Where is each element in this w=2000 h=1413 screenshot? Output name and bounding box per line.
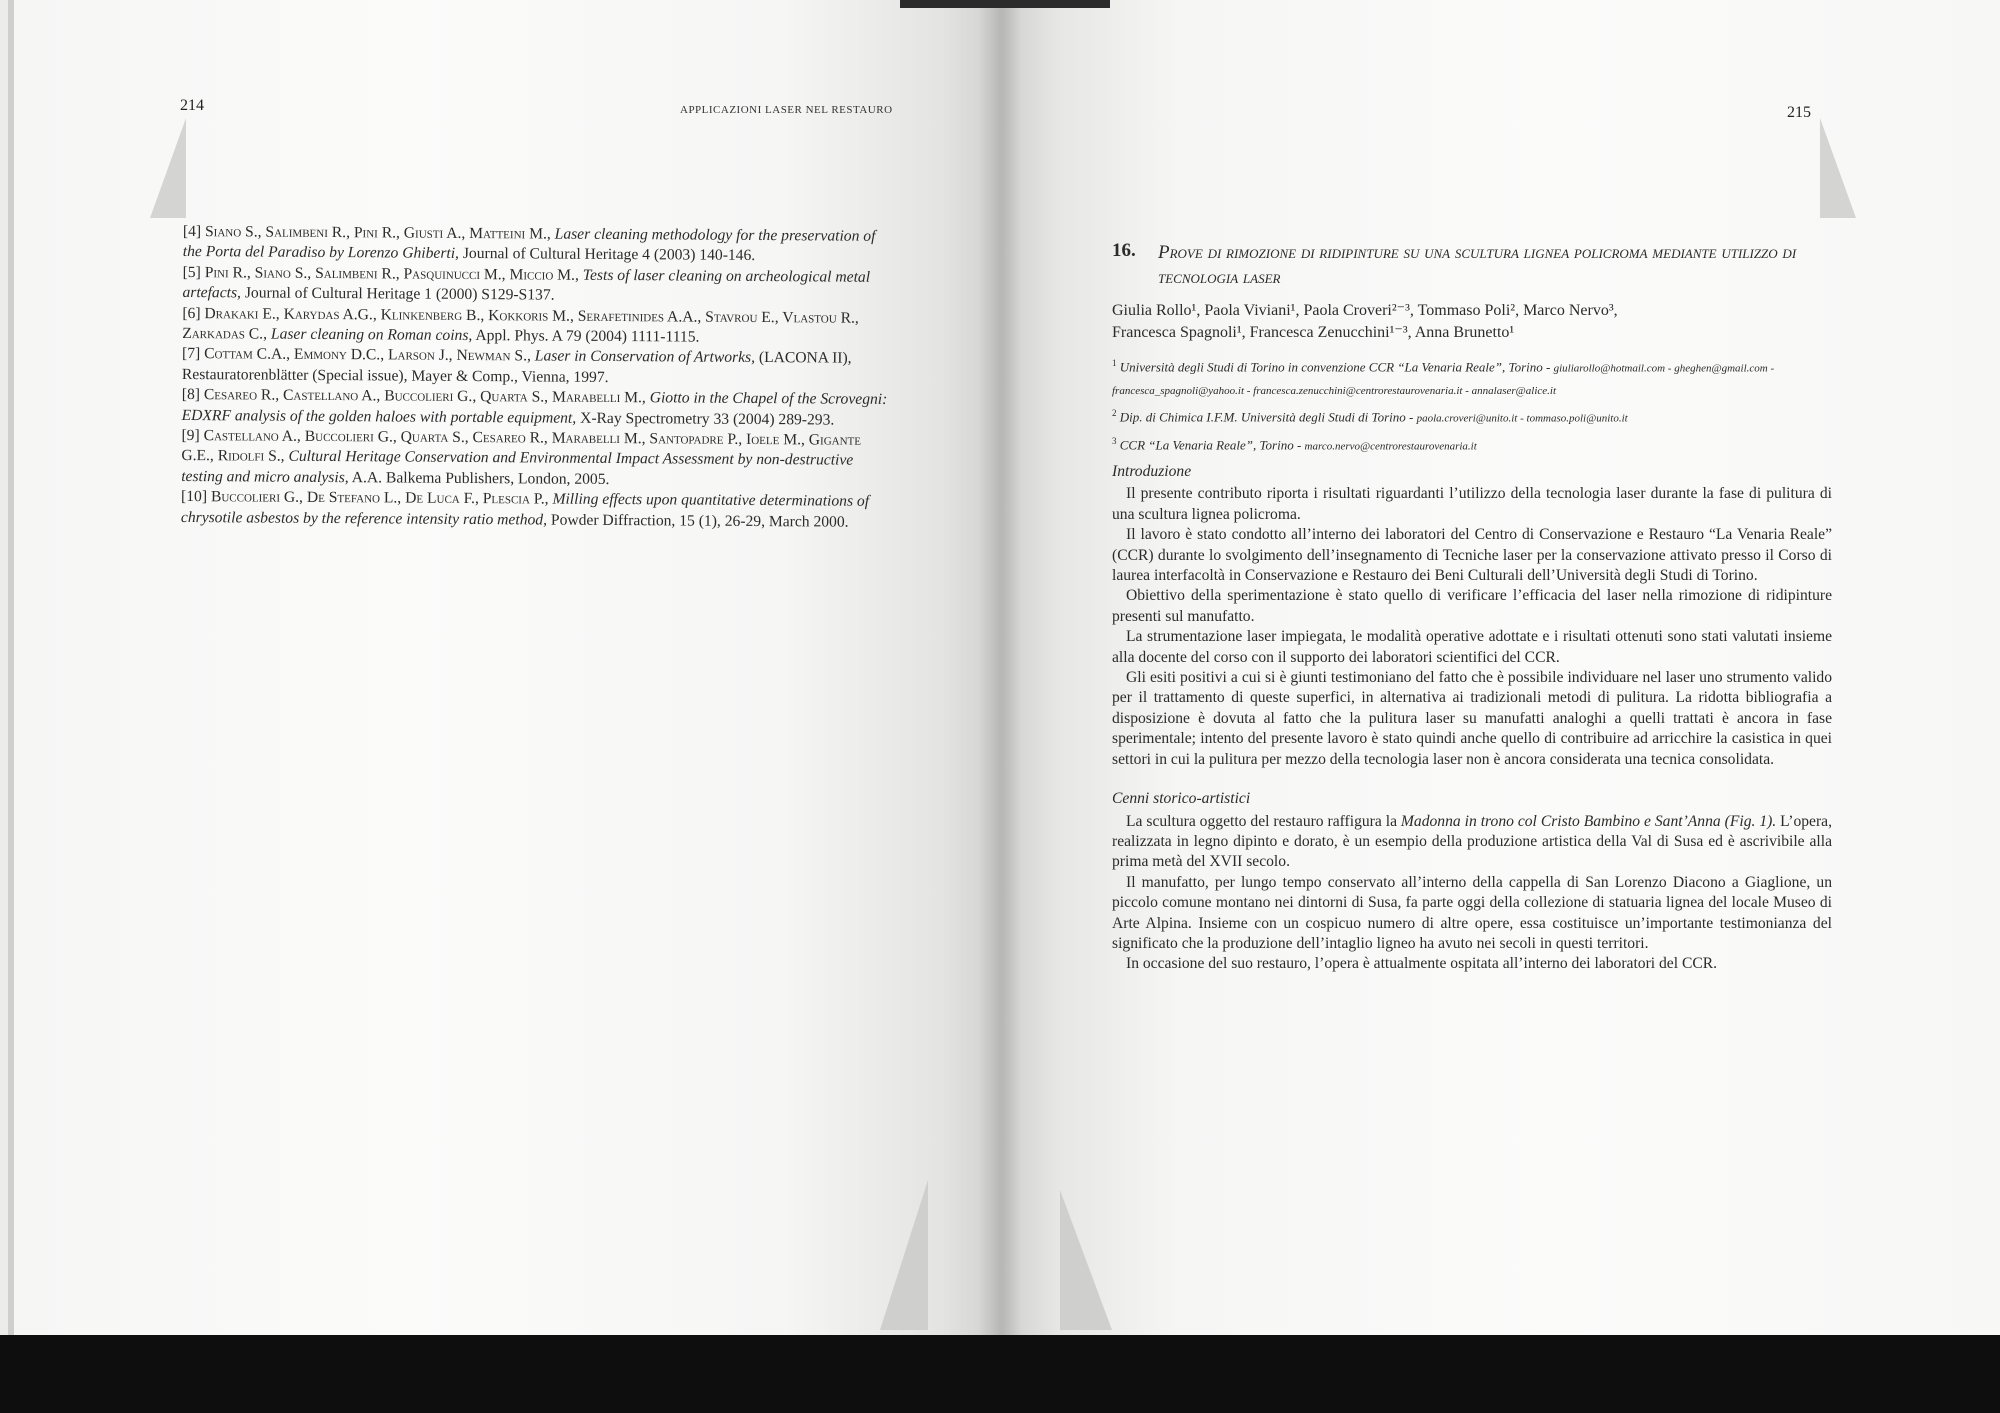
reference-item	[182, 344, 894, 390]
reference-authors: Cottam C.A., Emmony D.C., Larson J., Newman S.,	[204, 345, 531, 365]
left-page-edge	[8, 0, 14, 1413]
running-head: APPLICAZIONI LASER NEL RESTAURO	[680, 104, 893, 116]
figure-reference: (Fig. 1).	[1724, 812, 1777, 830]
paragraph-text: La scultura oggetto del restauro raffigura la	[1126, 812, 1401, 830]
authors-line: Giulia Rollo¹, Paola Viviani¹, Paola Croveri²⁻³, Tommaso Poli², Marco Nervo³,	[1112, 302, 1618, 319]
affiliation-marker: 1	[1112, 358, 1117, 368]
section-heading-introduzione: Introduzione	[1112, 463, 1192, 480]
paragraph	[1112, 812, 1832, 873]
reference-title: Giotto in the Chapel of the Scrovegni: EDXRF analysis of the golden haloes with portable equipment,	[181, 389, 888, 427]
right-page-number: 215	[1787, 104, 1811, 121]
paragraph-text: L’opera, realizzata in legno dipinto e dorato, è un esempio della produzione artistica della Val di Susa ed è ascrivibile alla prima metà del XVII secolo.	[1112, 812, 1832, 871]
reference-item	[182, 385, 894, 431]
affiliation-text: Università degli Studi di Torino in convenzione CCR “La Venaria Reale”, Torino -	[1119, 359, 1551, 375]
reference-authors: Drakaki E., Karydas A.G., Klinkenberg B., Kokkoris M., Serafetinides A.A., Stavrou E., Vlastou R., Zarkadas C.,	[182, 304, 859, 343]
affiliation-email: marco.nervo@centrorestaurovenaria.it	[1304, 439, 1477, 452]
reference-number: [10]	[181, 488, 208, 506]
paragraph: La strumentazione laser impiegata, le modalità operative adottate e i risultati ottenuti sono stati valutati insieme alla docente del corso con il supporto dei laboratori scientifici del CCR.	[1112, 628, 1832, 666]
reference-number: [8]	[181, 386, 201, 404]
section-heading-cenni-storico-artistici: Cenni storico-artistici	[1112, 790, 1251, 808]
crop-mark-left-bottom	[880, 1180, 928, 1330]
paragraph: Il lavoro è stato condotto all’interno dei laboratori del Centro di Conservazione e Restauro “La Venaria Reale” (CCR) durante lo svolgimento dell’insegnamento di Tecniche laser per la conservazione attivato presso il Corso di laurea interfacoltà in Conservazione e Restauro dei Beni Culturali dell’Università degli Studi di Torino.	[1112, 526, 1832, 585]
reference-title: Milling effects upon quantitative determinations of chrysotile asbestos by the reference intensity ratio method,	[180, 490, 870, 529]
book-gutter-shadow	[978, 0, 1022, 1413]
reference-number: [6]	[182, 304, 201, 322]
reference-details: Powder Diffraction, 15 (1), 26-29, March 2000.	[550, 511, 849, 531]
affiliation-marker: 2	[1112, 408, 1117, 419]
reference-authors: Pini R., Siano S., Salimbeni R., Pasquinucci M., Miccio M.,	[204, 263, 579, 284]
reference-title: Cultural Heritage Conservation and Environmental Impact Assessment by non-destructive testing and micro analysis,	[181, 448, 854, 487]
chapter-number: 16.	[1112, 240, 1136, 261]
reference-details: X-Ray Spectrometry 33 (2004) 289-293.	[580, 409, 835, 429]
reference-item	[181, 487, 893, 533]
crop-mark-right-bottom	[1060, 1190, 1112, 1330]
reference-details: Journal of Cultural Heritage 4 (2003) 140-146.	[462, 245, 756, 265]
affiliation-item	[1112, 352, 1882, 402]
reference-authors: Cesareo R., Castellano A., Buccolieri G., Quarta S., Marabelli M.,	[203, 386, 646, 407]
scanner-bottom-bar	[0, 1335, 2000, 1413]
article-body	[1112, 462, 1832, 975]
chapter-title: Prove di rimozione di ridipinture su una scultura lignea policroma mediante utilizzo di tecnologia laser	[1158, 242, 1797, 288]
reference-authors: Buccolieri G., De Stefano L., De Luca F., Plescia P.,	[210, 488, 549, 508]
author-list	[1112, 300, 1872, 344]
reference-number: [9]	[181, 427, 200, 445]
crop-mark-right-top	[1820, 118, 1856, 218]
reference-authors: Castellano A., Buccolieri G., Quarta S., Cesareo R., Marabelli M., Santopadre P., Ioele M., Gigante G.E., Ridolfi S.,	[181, 427, 862, 466]
affiliation-item	[1112, 430, 1882, 457]
reference-details: A.A. Balkema Publishers, London, 2005.	[351, 469, 610, 488]
reference-number: [4]	[182, 222, 202, 241]
paragraph: Obiettivo della sperimentazione è stato quello di verificare l’efficacia del laser nella rimozione di ridipinture presenti sul manufatto.	[1112, 587, 1832, 625]
reference-list	[181, 222, 895, 533]
reference-number: [7]	[182, 345, 201, 363]
affiliations	[1112, 352, 1882, 457]
reference-title: Tests of laser cleaning on archeological metal artefacts,	[182, 266, 871, 302]
paragraph: In occasione del suo restauro, l’opera è attualmente ospitata all’interno dei laboratori del CCR.	[1126, 955, 1718, 973]
reference-title: Laser cleaning methodology for the preservation of the Porta del Paradiso by Lorenzo Ghiberti,	[182, 225, 876, 263]
affiliation-marker: 3	[1112, 435, 1117, 446]
left-page-number: 214	[180, 97, 204, 114]
reference-title: Laser in Conservation of Artworks,	[534, 347, 756, 367]
paragraph: Gli esiti positivi a cui si è giunti testimoniano del fatto che è possibile individuare nel laser uno strumento valido per il trattamento di queste superfici, in alternativa ai tradizionali metodi di pulitura. La ridotta bibliografia a disposizione è dovuta al fatto che la pulitura laser su manufatti analoghi a quelli trattati è ancora in fase sperimentale; intento del presente lavoro è stato quindi anche quello di contribuire ad arricchire la casistica in quei settori in cui la pulitura per mezzo della tecnologia laser non è ancora considerata una tecnica consolidata.	[1112, 669, 1832, 768]
reference-authors: Siano S., Salimbeni R., Pini R., Giusti A., Matteini M.,	[204, 223, 551, 243]
reference-details: (LACONA II), Restauratorenblätter (Special issue), Mayer & Comp., Vienna, 1997.	[181, 349, 852, 386]
reference-details: Appl. Phys. A 79 (2004) 1111-1115.	[475, 327, 700, 346]
affiliation-item	[1112, 402, 1882, 429]
reference-number: [5]	[182, 263, 201, 281]
reference-details: Journal of Cultural Heritage 1 (2000) S129-S137.	[244, 284, 555, 304]
affiliation-email: paola.croveri@unito.it - tommaso.poli@unito.it	[1416, 412, 1628, 425]
crop-mark-left-top	[150, 118, 186, 218]
affiliation-text: CCR “La Venaria Reale”, Torino -	[1119, 436, 1302, 452]
paragraph: Il presente contributo riporta i risultati riguardanti l’utilizzo della tecnologia laser durante la fase di pulitura di una scultura lignea policroma.	[1112, 485, 1832, 523]
paragraph: Il manufatto, per lungo tempo conservato all’interno della cappella di San Lorenzo Diacono a Giaglione, un piccolo comune montano nei dintorni di Susa, fa parte oggi della collezione di statuaria lignea del locale Museo di Arte Alpina. Insieme con un cospicuo numero di altre opere, essa costituisce un’importante testimonianza del significato che la produzione dell’intaglio ligneo ha avuto nei secoli in questi territori.	[1112, 873, 1832, 952]
affiliation-email: giuliarollo@hotmail.com - gheghen@gmail.com - francesca_spagnoli@yahoo.it - francesca.zenucchini@centrorestaurovenaria.it - annalaser@alice.it	[1112, 362, 1775, 398]
reference-title: Laser cleaning on Roman coins,	[270, 325, 473, 345]
reference-item	[183, 222, 895, 268]
reference-item	[182, 263, 894, 309]
scanner-top-edge	[900, 0, 1110, 8]
reference-item	[182, 304, 894, 350]
artwork-title: Madonna in trono col Cristo Bambino e Sant’Anna	[1400, 812, 1721, 830]
authors-line: Francesca Spagnoli¹, Francesca Zenucchini¹⁻³, Anna Brunetto¹	[1112, 324, 1515, 341]
reference-item	[181, 426, 893, 492]
affiliation-text: Dip. di Chimica I.F.M. Università degli Studi di Torino -	[1119, 409, 1414, 425]
